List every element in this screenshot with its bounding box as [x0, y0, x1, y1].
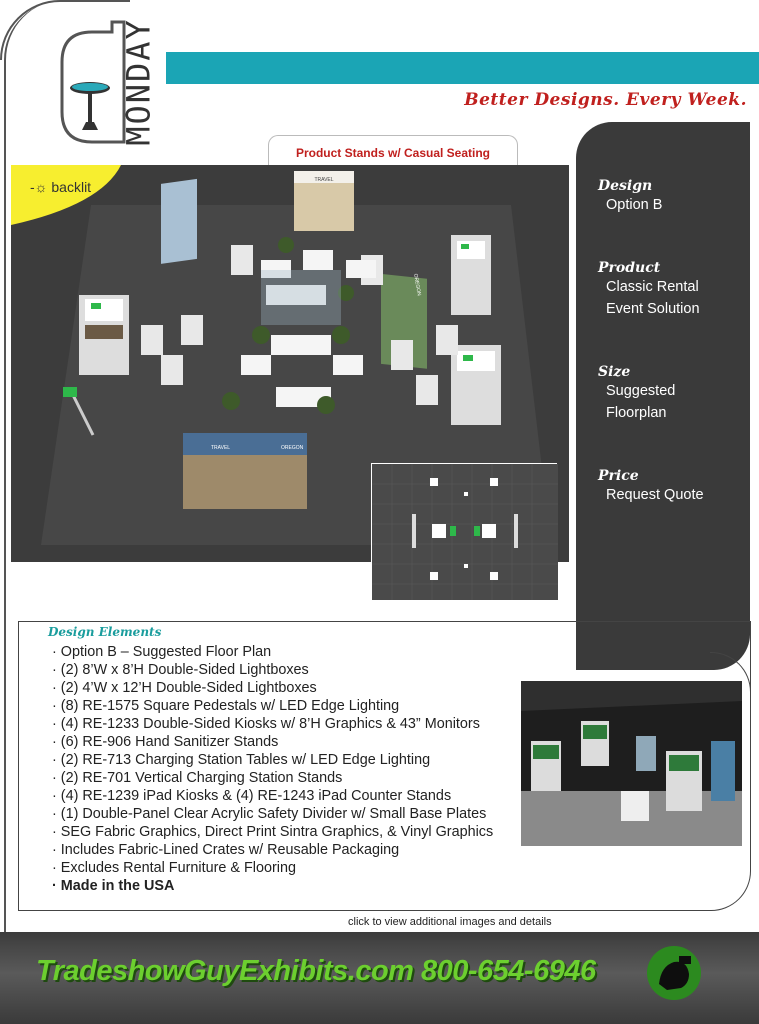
backlit-badge: [11, 165, 121, 225]
detail-design: Design Option B: [598, 178, 663, 213]
floorplan-inset[interactable]: [371, 463, 557, 599]
lightbox-top-label: TRAVEL: [314, 177, 334, 183]
lightbox-front-label-2: OREGON: [281, 445, 304, 451]
product-title-tab: [268, 135, 518, 165]
design-elements-title: Design Elements: [48, 625, 162, 639]
detail-product: Product Classic Rental Event Solution: [598, 260, 700, 317]
details-panel: [576, 122, 750, 670]
product-title: Product Stands w/ Casual Seating: [295, 146, 491, 160]
list-item: · Includes Fabric-Lined Crates w/ Reusable Packaging: [52, 841, 522, 859]
list-item: · (2) 4’W x 12’H Double-Sided Lightboxes: [52, 679, 522, 697]
floorplan-illustration: [372, 464, 558, 600]
header-bar: [166, 52, 759, 84]
footer-contact[interactable]: TradeshowGuyExhibits.com 800-654-6946: [36, 955, 596, 987]
click-for-details-link[interactable]: click to view additional images and details: [348, 916, 552, 928]
list-item: · (2) RE-713 Charging Station Tables w/ LED Edge Lighting: [52, 751, 522, 769]
backlit-badge-label: -☼ backlit: [30, 179, 92, 195]
logo-wordmark: MONDAY: [119, 18, 158, 146]
lightbox-front-label: TRAVEL: [211, 445, 231, 451]
list-item: · (2) 8’W x 8’H Double-Sided Lightboxes: [52, 661, 522, 679]
detail-price: Price Request Quote: [598, 468, 704, 503]
list-item: · (8) RE-1575 Square Pedestals w/ LED Edge Lighting: [52, 697, 522, 715]
list-item: · (4) RE-1233 Double-Sided Kiosks w/ 8’H Graphics & 43” Monitors: [52, 715, 522, 733]
list-item: · SEG Fabric Graphics, Direct Print Sintra Graphics, & Vinyl Graphics: [52, 823, 522, 841]
list-item: · (2) RE-701 Vertical Charging Station Stands: [52, 769, 522, 787]
tradeshow-guy-logo: [645, 944, 703, 1002]
booth-photo-thumbnail[interactable]: [521, 681, 742, 846]
list-item: · Excludes Rental Furniture & Flooring: [52, 859, 522, 877]
lightbox-right-label: OREGON: [412, 273, 422, 297]
tagline: Better Designs. Every Week.: [464, 90, 747, 110]
made-in-usa: · Made in the USA: [52, 877, 522, 895]
sun-icon: -☼: [30, 179, 52, 195]
list-item: · (1) Double-Panel Clear Acrylic Safety Divider w/ Small Base Plates: [52, 805, 522, 823]
list-item: · (6) RE-906 Hand Sanitizer Stands: [52, 733, 522, 751]
list-item: · Option B – Suggested Floor Plan: [52, 643, 522, 661]
design-elements-list: [52, 643, 522, 895]
booth-photo-illustration: [521, 681, 742, 846]
detail-size: Size Suggested Floorplan: [598, 364, 676, 421]
list-item: · (4) RE-1239 iPad Kiosks & (4) RE-1243 iPad Counter Stands: [52, 787, 522, 805]
